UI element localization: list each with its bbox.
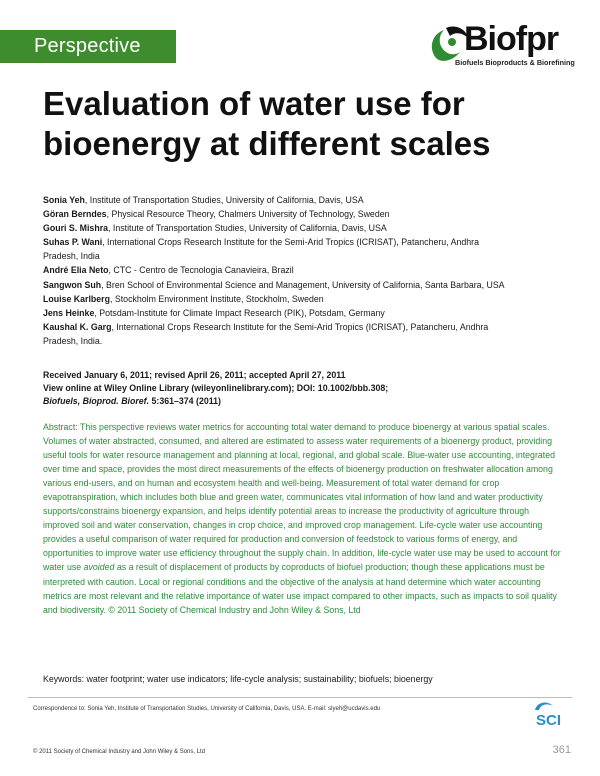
page-number: 361 xyxy=(552,744,571,756)
publication-dates xyxy=(43,369,563,408)
logo-subtitle: Biofuels Bioproducts & Biorefining xyxy=(455,58,575,67)
author-entry xyxy=(43,320,513,348)
correspondence: Correspondence to: Sonia Yeh, Institute of Transportation Studies, University of California, Davis, USA. E-mail: slyeh@ucdavis.edu xyxy=(33,706,381,712)
author-affiliation: , Potsdam-Institute for Climate Impact Research (PIK), Potsdam, Germany xyxy=(94,307,385,318)
author-list xyxy=(43,193,563,348)
abstract-text-continued: as a result of displacement of products by coproducts of biofuel production; though these applications must be interpreted with caution. Local or regional conditions and the objective of the analysis at hand determine which water accounting metrics are most relevant and the relative importance of water use impact compared to other impacts, such as impacts to soil quality and biodiversity. © 2011 Society of Chemical Industry and John Wiley & Sons, Ltd xyxy=(43,562,557,615)
author-entry xyxy=(43,235,513,263)
journal-volume: 5:361–374 (2011) xyxy=(149,396,221,406)
author-affiliation: , CTC - Centro de Tecnologia Canavieira, Brazil xyxy=(108,265,294,276)
author-name: Kaushal K. Garg xyxy=(43,321,112,332)
author-name: Göran Berndes xyxy=(43,209,107,220)
copyright: © 2011 Society of Chemical Industry and John Wiley & Sons, Ltd xyxy=(33,749,206,755)
author-name: Gouri S. Mishra xyxy=(43,223,109,234)
author-entry xyxy=(43,292,563,306)
author-entry xyxy=(43,278,563,292)
online-doi: View online at Wiley Online Library (wileyonlinelibrary.com); DOI: 10.1002/bbb.308; xyxy=(43,383,389,393)
author-name: Louise Karlberg xyxy=(43,293,110,304)
author-affiliation: , Institute of Transportation Studies, University of California, Davis, USA xyxy=(108,223,387,234)
author-affiliation: , Bren School of Environmental Science and Management, University of California, Santa Barbara, USA xyxy=(101,279,505,290)
keywords: Keywords: water footprint; water use indicators; life-cycle analysis; sustainability; biofuels; bioenergy xyxy=(43,674,433,684)
sci-swirl-icon xyxy=(533,700,555,712)
sci-text: SCI xyxy=(536,712,562,729)
author-affiliation: , Stockholm Environment Institute, Stockholm, Sweden xyxy=(109,293,324,304)
author-name: Jens Heinke xyxy=(43,307,95,318)
author-name: André Elia Neto xyxy=(43,265,109,276)
author-entry xyxy=(43,207,563,221)
article-title: Evaluation of water use for bioenergy at different scales xyxy=(43,85,491,162)
footer-divider xyxy=(28,697,572,698)
sci-logo xyxy=(531,700,571,728)
journal-citation xyxy=(43,395,563,408)
author-entry xyxy=(43,306,563,320)
abstract-text: Abstract: This perspective reviews water metrics for accounting total water demand to produce bioenergy at various spatial scales. Volumes of water abstracted, consumed, and altered are estimated to assess water requirements of a bioenergy product, providing useful tools for water resource management and planning at local, regional, and global scale. Blue-water use accounting, integrated over time and space, provides the most direct measurements of the effects of bioenergy production on freshwater allocation among various end-users, and on human and ecosystem health and well-being. Measurement of total water demand for crop evapotranspiration, which includes both blue and green water, communicates vital information of how land and water productivity supports/constrains bioenergy expansion, and helps identify potential areas to increase the productivity of agriculture through improved soil and water conservation, changes in crop choice, and improved crop management. Life-cycle water use accounting provides a useful comparison of water required for production and conversion of feedstock to various forms of energy, and opportunities to improve water use efficiency throughout the supply chain. In addition, life-cycle water use may be used to account for water use xyxy=(43,422,561,573)
author-entry xyxy=(43,193,563,207)
received-dates: Received January 6, 2011; revised April 26, 2011; accepted April 27, 2011 xyxy=(43,370,346,380)
author-name: Sonia Yeh xyxy=(43,195,85,205)
author-entry xyxy=(43,221,563,235)
abstract-emphasis: avoided xyxy=(83,562,115,573)
author-affiliation: , International Crops Research Institute for the Semi-Arid Tropics (ICRISAT), Patancheru, Andhra Pradesh, India xyxy=(43,237,479,262)
journal-name: Biofuels, Bioprod. Bioref. xyxy=(43,396,150,406)
section-label: Perspective xyxy=(0,30,176,63)
author-name: Sangwon Suh xyxy=(43,279,102,290)
author-affiliation: , Institute of Transportation Studies, University of California, Davis, USA xyxy=(84,195,364,205)
author-entry xyxy=(43,263,563,277)
author-affiliation: , Physical Resource Theory, Chalmers University of Technology, Sweden xyxy=(106,209,390,220)
author-name: Suhas P. Wani xyxy=(43,237,103,248)
logo-wordmark: Biofpr xyxy=(464,20,559,58)
biofpr-logo xyxy=(426,22,574,70)
abstract xyxy=(43,420,563,617)
author-affiliation: , International Crops Research Institute for the Semi-Arid Tropics (ICRISAT), Patancheru, Andhra Pradesh, India. xyxy=(43,321,489,346)
